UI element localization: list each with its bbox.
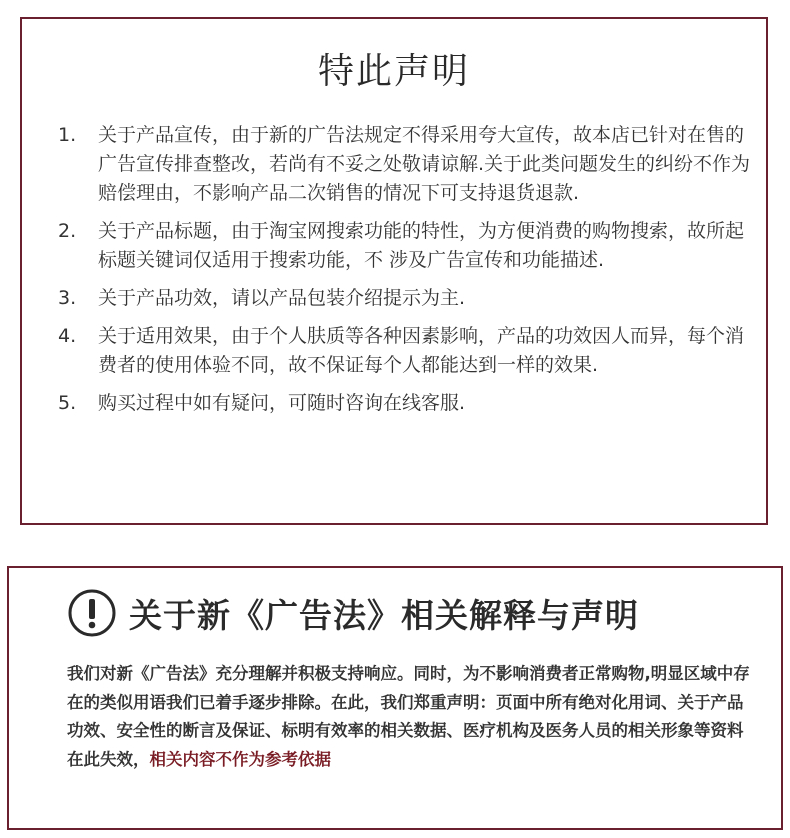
ad-law-emphasis: 相关内容不作为参考依据	[149, 749, 331, 769]
statement-panel	[20, 17, 768, 525]
statement-title: 特此声明	[317, 51, 470, 92]
item-number: 1.	[58, 124, 77, 146]
item-text: 购买过程中如有疑问，可随时咨询在线客服.	[98, 392, 466, 414]
item-text: 关于产品宣传，由于新的广告法规定不得采用夸大宣传，故本店已针对在售的广告宣传排查整改，若尚有不妥之处敬请谅解.关于此类问题发生的纠纷不作为赔偿理由，不影响产品二次销售的情况下可支持退货退款.	[98, 124, 751, 204]
item-number: 2.	[58, 220, 77, 242]
ad-law-body-text: 我们对新《广告法》充分理解并积极支持响应。同时，为不影响消费者正常购物,明显区域中存在的类似用语我们已着手逐步排除。在此，我们郑重声明：页面中所有绝对化用词、关于产品功效、安全性的断言及保证、标明有效率的相关数据、医疗机构及医务人员的相关形象等资料在此失效，	[67, 664, 750, 769]
ad-law-body	[67, 660, 759, 774]
ad-law-header	[67, 588, 639, 638]
statement-list	[58, 121, 758, 427]
statement-item-2	[58, 217, 758, 275]
exclamation-circle-icon	[67, 588, 117, 638]
statement-item-3	[58, 284, 758, 313]
statement-item-5	[58, 389, 758, 418]
statement-item-1	[58, 121, 758, 208]
item-number: 5.	[58, 392, 77, 414]
ad-law-title: 关于新《广告法》相关解释与声明	[129, 595, 639, 635]
ad-law-panel	[7, 566, 783, 830]
item-text: 关于产品功效，请以产品包装介绍提示为主.	[98, 287, 466, 309]
item-number: 3.	[58, 287, 77, 309]
statement-item-4	[58, 322, 758, 380]
item-text: 关于适用效果，由于个人肤质等各种因素影响，产品的功效因人而异，每个消费者的使用体验不同，故不保证每个人都能达到一样的效果.	[98, 325, 745, 376]
item-text: 关于产品标题，由于淘宝网搜索功能的特性，为方便消费的购物搜索，故所起标题关键词仅适用于搜索功能，不 涉及广告宣传和功能描述.	[98, 220, 745, 271]
item-number: 4.	[58, 325, 77, 347]
